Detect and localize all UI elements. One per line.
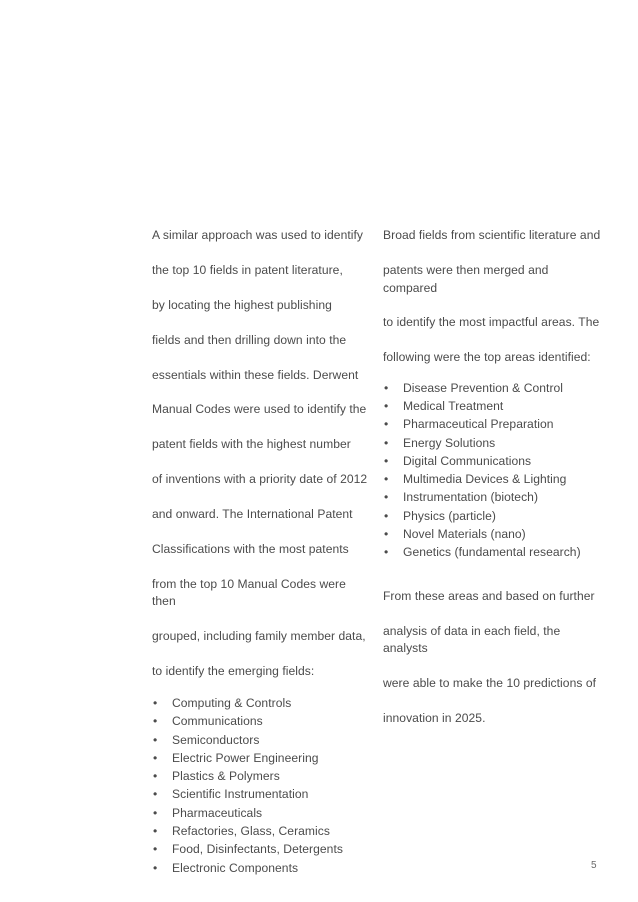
left-intro-line: essentials within these fields. Derwent [152,367,359,382]
right-intro-line: Broad fields from scientific literature and [383,228,601,243]
list-item-label: Communications [172,714,263,729]
list-item-label: Energy Solutions [403,435,496,450]
list-item [383,488,603,506]
list-item-label: Genetics (fundamental research) [403,545,581,560]
bullet-icon: • [384,472,389,487]
left-intro-line: and onward. The International Patent [152,506,353,521]
list-item-label: Electric Power Engineering [172,750,319,765]
closing-line: analysis of data in each field, the analysts [383,623,561,656]
left-intro-line: to identify the emerging fields: [152,663,315,678]
emerging-fields-list [152,694,372,877]
list-item-label: Electronic Components [172,860,299,875]
list-item [152,749,372,767]
right-intro-line: to identify the most impactful areas. The [383,315,600,330]
bullet-icon: • [153,860,158,875]
bullet-icon: • [384,380,389,395]
list-item [152,785,372,803]
closing-line: were able to make the 10 predictions of [383,676,597,691]
left-intro-paragraph [152,210,372,680]
bullet-icon: • [153,769,158,784]
bullet-icon: • [384,508,389,523]
top-areas-list [383,379,603,562]
bullet-icon: • [384,453,389,468]
left-intro-line: fields and then drilling down into the [152,332,347,347]
list-item [383,415,603,433]
bullet-icon: • [384,490,389,505]
bullet-icon: • [153,750,158,765]
right-intro-paragraph [383,210,603,367]
list-item [383,452,603,470]
list-item-label: Pharmaceuticals [172,805,263,820]
left-intro-line: A similar approach was used to identify [152,228,364,243]
right-intro-line: following were the top areas identified: [383,350,591,365]
list-item-label: Digital Communications [403,453,532,468]
right-intro-line: patents were then merged and compared [383,263,549,295]
list-item [383,470,603,488]
list-item [152,822,372,840]
left-column [152,210,372,877]
list-item-label: Semiconductors [172,732,260,747]
list-item-label: Food, Disinfectants, Detergents [172,842,343,857]
left-intro-line: from the top 10 Manual Codes were then [152,576,346,608]
bullet-icon: • [384,545,389,560]
bullet-icon: • [153,842,158,857]
list-item [383,507,603,525]
list-item-label: Instrumentation (biotech) [403,490,539,505]
list-item-label: Plastics & Polymers [172,769,280,784]
list-item [152,731,372,749]
page-number: 5 [591,860,597,871]
closing-paragraph [383,571,603,728]
list-item [383,525,603,543]
right-column [383,210,603,727]
left-intro-line: of inventions with a priority date of 2012 [152,472,368,487]
list-item [152,767,372,785]
list-item [383,397,603,415]
bullet-icon: • [153,714,158,729]
list-item [383,434,603,452]
left-intro-line: patent fields with the highest number [152,437,351,452]
list-item-label: Physics (particle) [403,508,496,523]
list-item-label: Computing & Controls [172,695,292,710]
list-item [152,694,372,712]
list-item-label: Scientific Instrumentation [172,787,309,802]
left-intro-line: Classifications with the most patents [152,541,349,556]
list-item-label: Multimedia Devices & Lighting [403,472,567,487]
bullet-icon: • [384,417,389,432]
list-item-label: Novel Materials (nano) [403,527,526,542]
left-intro-line: by locating the highest publishing [152,298,332,313]
bullet-icon: • [384,527,389,542]
list-item-label: Pharmaceutical Preparation [403,417,554,432]
list-item [152,804,372,822]
bullet-icon: • [153,732,158,747]
list-item-label: Refactories, Glass, Ceramics [172,824,330,839]
closing-line: innovation in 2025. [383,710,486,725]
closing-line: From these areas and based on further [383,589,595,604]
list-item-label: Disease Prevention & Control [403,380,564,395]
left-intro-line: grouped, including family member data, [152,628,366,643]
list-item [152,840,372,858]
list-item-label: Medical Treatment [403,398,504,413]
list-item [152,859,372,877]
bullet-icon: • [153,805,158,820]
bullet-icon: • [384,398,389,413]
bullet-icon: • [153,824,158,839]
bullet-icon: • [384,435,389,450]
left-intro-line: Manual Codes were used to identify the [152,402,367,417]
bullet-icon: • [153,695,158,710]
bullet-icon: • [153,787,158,802]
list-item [383,379,603,397]
list-item [152,712,372,730]
left-intro-line: the top 10 fields in patent literature, [152,263,343,278]
list-item [383,543,603,561]
